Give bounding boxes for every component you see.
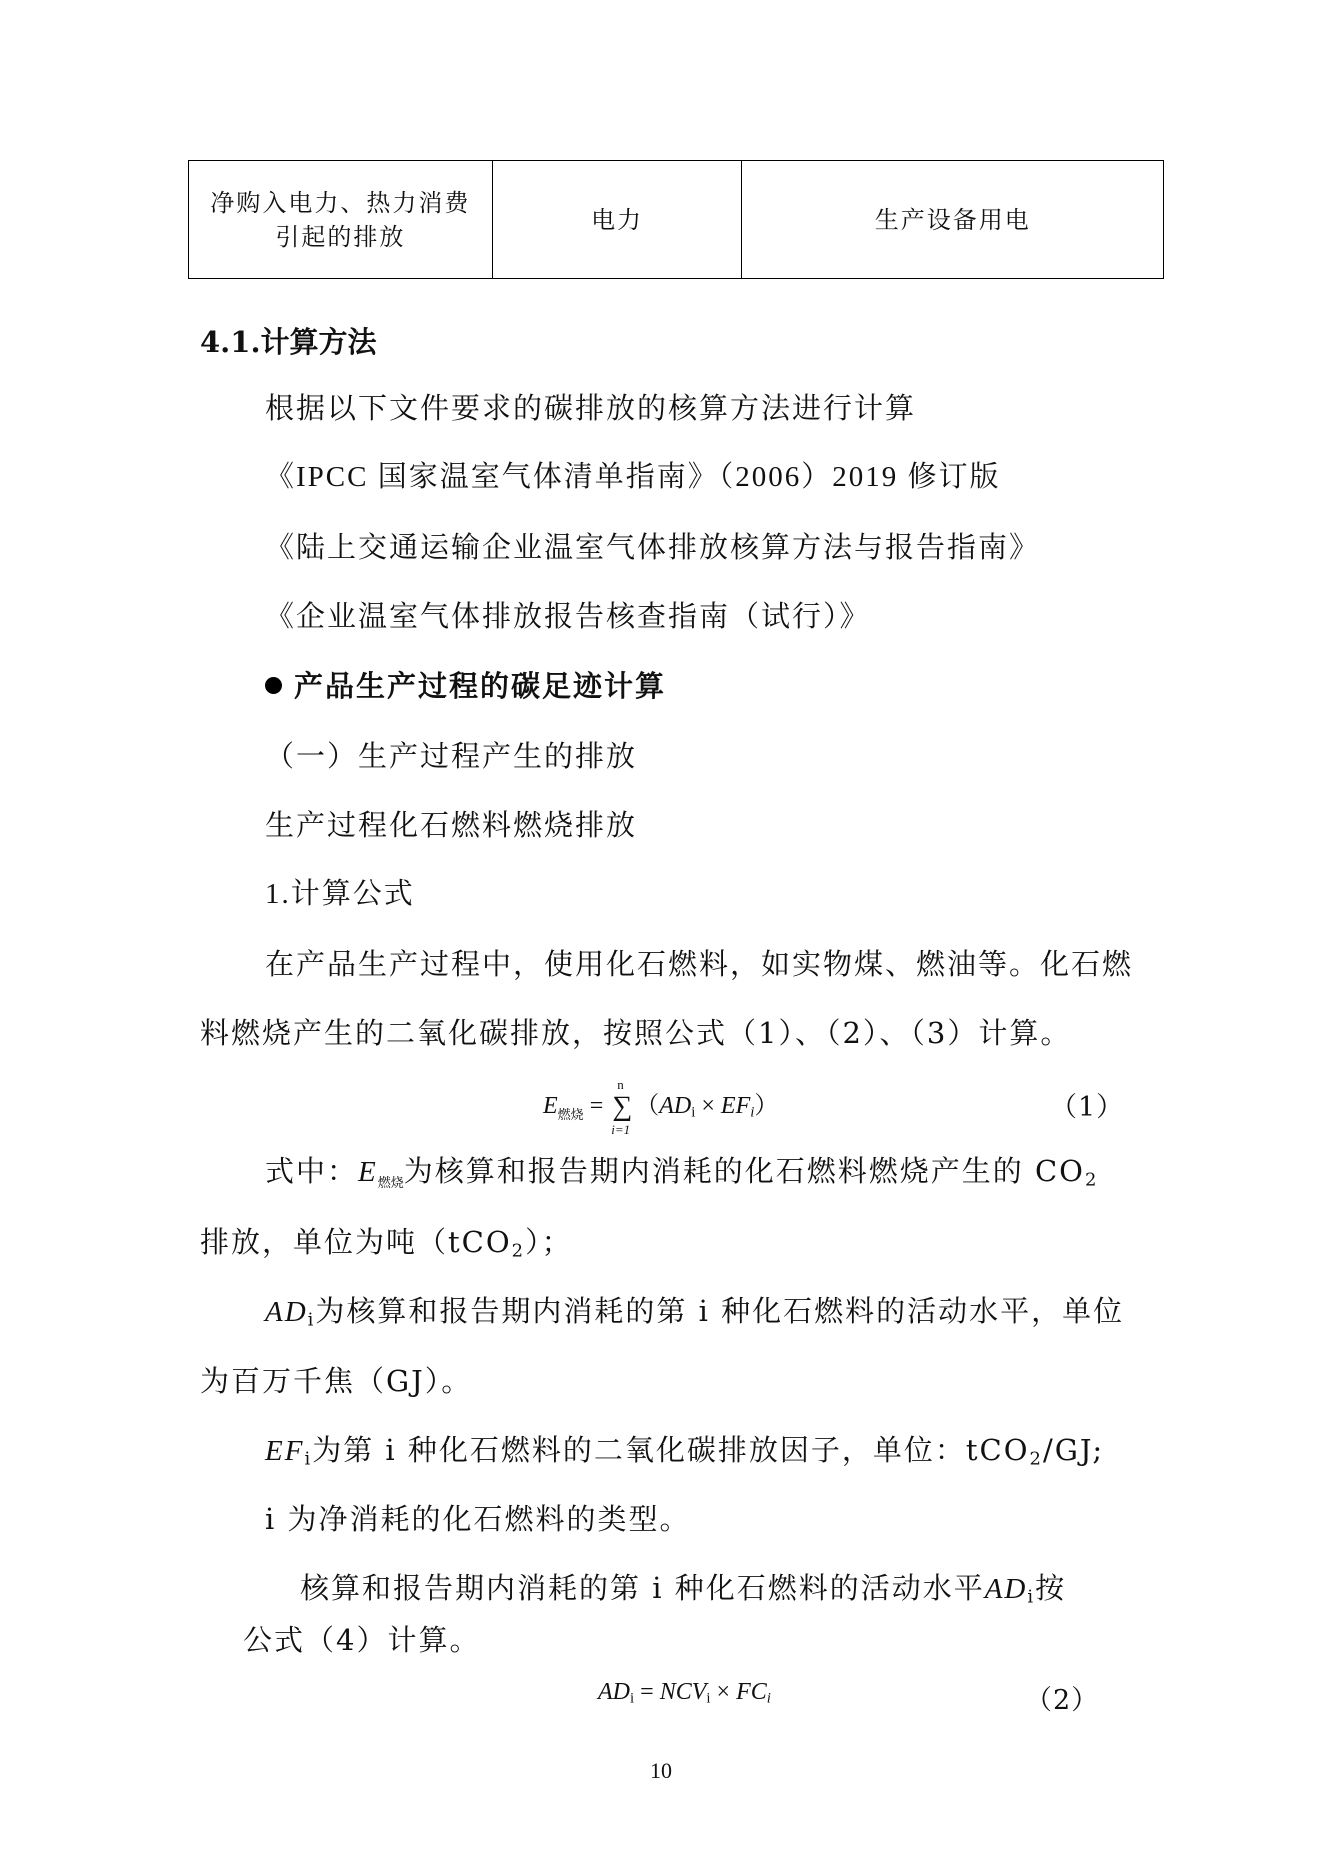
definition-3 <box>265 1433 1105 1470</box>
paragraph-line-2: 料燃烧产生的二氧化碳排放，按照公式（1）、（2）、（3）计算。 <box>200 1016 1072 1050</box>
definition-3-text: 为第 i 种化石燃料的二氧化碳排放因子，单位：tCO <box>312 1433 1030 1467</box>
definition-3-var: EF <box>265 1435 305 1467</box>
sum-icon: n ∑ i=1 <box>611 1076 633 1137</box>
formula-1-term2-sub: i <box>750 1104 755 1121</box>
reference-doc-2: 《陆上交通运输企业温室气体排放核算方法与报告指南》 <box>265 530 1041 564</box>
definition-3-var-sub: i <box>304 1448 313 1470</box>
subheading-1: （一）生产过程产生的排放 <box>265 739 638 773</box>
definition-5-var-sub: i <box>1027 1586 1036 1608</box>
table-cell-category <box>189 161 493 279</box>
table-row <box>189 161 1164 279</box>
formula-1-lhs-sub: 燃烧 <box>557 1107 584 1122</box>
definition-5-text: 核算和报告期内消耗的第 i 种化石燃料的活动水平 <box>300 1571 985 1605</box>
formula-2-t2-sub: i <box>766 1690 771 1707</box>
subheading-3: 1.计算公式 <box>265 878 415 910</box>
formula-1-term1-sub: i <box>691 1104 696 1121</box>
formula-1-term1: AD <box>659 1093 692 1119</box>
reference-doc-1: 《IPCC 国家温室气体清单指南》（2006）2019 修订版 <box>265 461 1001 493</box>
definition-3-text-sub: 2 <box>1029 1448 1043 1470</box>
definition-1-line-2 <box>200 1225 573 1262</box>
cell-line-1: 净购入电力、热力消费 <box>210 188 471 217</box>
definition-1-line2-sub: 2 <box>511 1240 526 1262</box>
equation-number-1: （1） <box>1050 1092 1125 1123</box>
definition-1-text: 为核算和报告期内消耗的化石燃料燃烧产生的 CO <box>403 1154 1085 1188</box>
cell-line-2: 引起的排放 <box>275 222 406 251</box>
table-cell-detail: 生产设备用电 <box>742 161 1164 279</box>
table-cell-type: 电力 <box>492 161 742 279</box>
definition-5 <box>300 1571 1067 1608</box>
formula-1-close: ） <box>754 1093 779 1119</box>
paragraph-line-1: 在产品生产过程中，使用化石燃料，如实物煤、燃油等。化石燃 <box>265 947 1134 981</box>
formula-2-eq: = <box>640 1679 654 1705</box>
emission-source-table <box>188 160 1164 279</box>
definition-1 <box>265 1154 1099 1191</box>
definition-2 <box>265 1294 1125 1331</box>
reference-doc-3: 《企业温室气体排放报告核查指南（试行）》 <box>265 599 871 633</box>
equation-number-2: （2） <box>1025 1685 1100 1716</box>
definition-1-var: E <box>358 1156 378 1188</box>
formula-1-open: （ <box>635 1093 660 1119</box>
page-number: 10 <box>650 1758 672 1783</box>
definition-5-line-2: 公式（4）计算。 <box>243 1623 481 1657</box>
formula-1-eq: = <box>589 1093 604 1119</box>
formula-2-lhs: AD <box>598 1679 630 1705</box>
definition-2-var-sub: i <box>307 1309 316 1331</box>
bullet-heading <box>265 669 667 703</box>
formula-2 <box>598 1679 771 1706</box>
definition-1-var-sub: 燃烧 <box>377 1176 404 1191</box>
formula-2-lhs-sub: i <box>630 1690 635 1707</box>
sum-upper: n <box>617 1076 624 1092</box>
subheading-2: 生产过程化石燃料燃烧排放 <box>265 808 638 842</box>
definition-prefix: 式中： <box>265 1154 359 1188</box>
sum-lower: i=1 <box>611 1121 631 1137</box>
intro-text: 根据以下文件要求的碳排放的核算方法进行计算 <box>265 391 917 425</box>
definition-1-line2-b: ）； <box>525 1225 573 1259</box>
formula-2-t1-sub: i <box>706 1690 711 1707</box>
formula-1 <box>543 1076 779 1137</box>
formula-2-times: × <box>716 1679 731 1705</box>
definition-2-text: 为核算和报告期内消耗的第 i 种化石燃料的活动水平，单位 <box>315 1294 1125 1328</box>
formula-1-term2: EF <box>720 1093 751 1119</box>
bullet-icon <box>265 677 282 694</box>
section-heading: 4.1.计算方法 <box>200 325 377 359</box>
definition-5-var: AD <box>984 1573 1028 1605</box>
definition-2-line-2: 为百万千焦（GJ）。 <box>200 1364 473 1398</box>
formula-2-t2: FC <box>736 1679 767 1705</box>
formula-1-times: × <box>701 1093 715 1119</box>
definition-1-text-sub: 2 <box>1084 1169 1099 1191</box>
formula-1-lhs: E <box>543 1093 558 1119</box>
definition-1-line2-a: 排放，单位为吨（tCO <box>200 1225 512 1259</box>
definition-4: i 为净消耗的化石燃料的类型。 <box>265 1502 691 1536</box>
definition-3-text-end: /GJ; <box>1042 1433 1105 1467</box>
bullet-heading-text: 产品生产过程的碳足迹计算 <box>294 669 667 703</box>
formula-2-t1: NCV <box>659 1679 707 1705</box>
definition-5-end: 按 <box>1035 1571 1067 1605</box>
definition-2-var: AD <box>265 1296 308 1328</box>
